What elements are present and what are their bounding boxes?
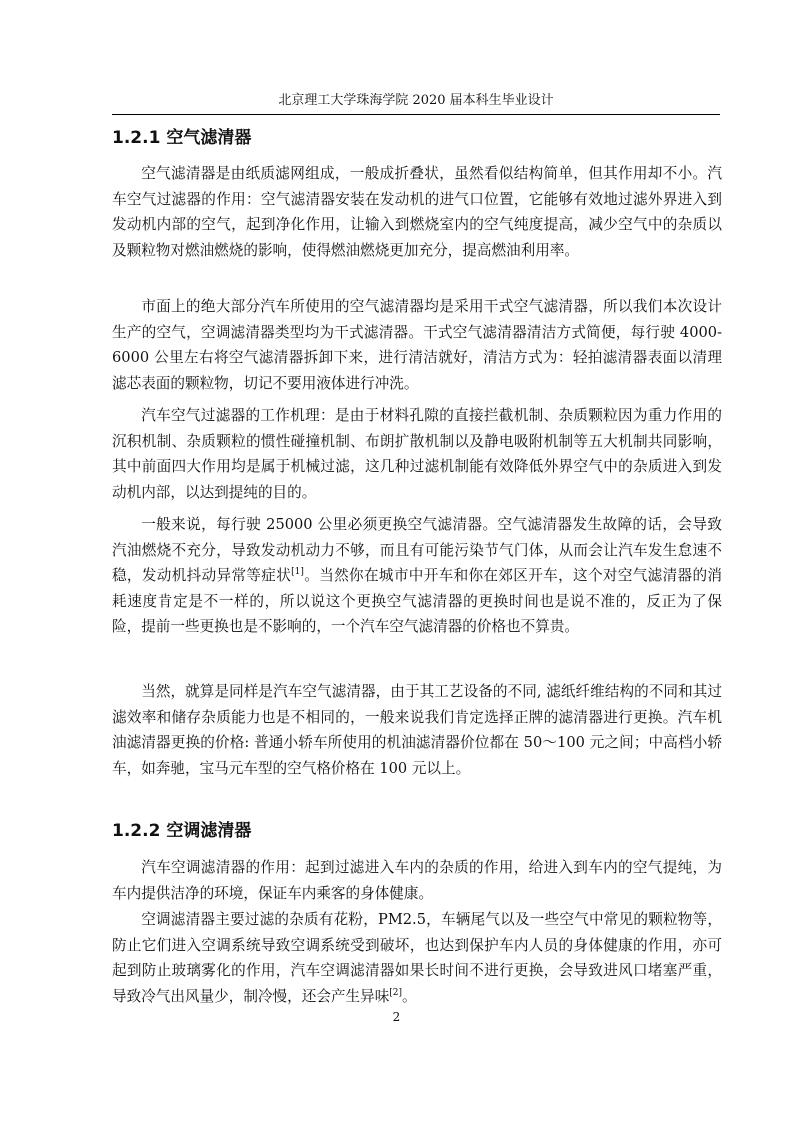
citation-marker: [2] xyxy=(389,987,403,998)
paragraph-text: 。当然你在城市中开车和你在郊区开车，这个对空气滤清器的消耗速度肯定是不一样的，所以说这个更换空气滤清器的更换时间也是说不准的，反正为了保险，提前一些更换也是不影响的，一个汽车空气滤清器的价格也不算贵。 xyxy=(112,567,722,636)
section-heading-1-2-1: 1.2.1 空气滤清器 xyxy=(112,128,252,148)
paragraph xyxy=(112,512,722,640)
paragraph: 汽车空气过滤器的工作机理：是由于材料孔隙的直接拦截机制、杂质颗粒因为重力作用的沉积机制、杂质颗粒的惯性碰撞机制、布朗扩散机制以及静电吸附机制等五大机制共同影响，其中前面四大作用均是属于机械过滤，这几种过滤机制能有效降低外界空气中的杂质进入到发动机内部，以达到提纯的目的。 xyxy=(112,407,722,501)
paragraph: 空气滤清器是由纸质滤网组成，一般成折叠状，虽然看似结构简单，但其作用却不小。汽车空气过滤器的作用：空气滤清器安装在发动机的进气口位置，它能够有效地过滤外界进入到发动机内部的空气，起到净化作用，让输入到燃烧室内的空气纯度提高，减少空气中的杂质以及颗粒物对燃油燃烧的影响，使得燃油燃烧更加充分，提高燃油利用率。 xyxy=(112,165,722,259)
paragraph-text: 。 xyxy=(402,987,417,1005)
running-header: 北京理工大学珠海学院 2020 届本科生毕业设计 xyxy=(278,93,554,108)
section-heading-1-2-2: 1.2.2 空调滤清器 xyxy=(112,821,252,841)
paragraph: 市面上的绝大部分汽车所使用的空气滤清器均是采用干式空气滤清器，所以我们本次设计生产的空气，空调滤清器类型均为干式滤清器。干式空气滤清器清洁方式简便，每行驶 4000-6000 公里左右将空气滤清器拆卸下来，进行清洁就好，清洁方式为：轻拍滤清器表面以清理滤芯表面的颗粒物，切记不要用液体进行冲洗。 xyxy=(112,298,722,392)
paragraph-text: 空调滤清器主要过滤的杂质有花粉，PM2.5，车辆尾气以及一些空气中常见的颗粒物等，防止它们进入空调系统导致空调系统受到破坏，也达到保护车内人员的身体健康的作用，亦可起到防止玻璃雾化的作用，汽车空调滤清器如果长时间不进行更换，会导致进风口堵塞严重，导致冷气出风量少，制冷慢，还会产生异味 xyxy=(112,911,722,1005)
paragraph-text: 一般来说，每行驶 25000 公里必须更换空气滤清器。空气滤清器发生故障的话，会导致汽油燃烧不充分，导致发动机动力不够，而且有可能污染节气门体，从而会让汽车发生怠速不稳，发动机抖动异常等症状 xyxy=(112,516,722,585)
paragraph: 汽车空调滤清器的作用：起到过滤进入车内的杂质的作用，给进入到车内的空气提纯，为车内提供洁净的环境，保证车内乘客的身体健康。 xyxy=(112,859,722,902)
citation-marker: [1] xyxy=(291,567,304,578)
page-number: 2 xyxy=(392,1010,401,1024)
header-rule xyxy=(112,114,720,115)
paragraph: 当然，就算是同样是汽车空气滤清器，由于其工艺设备的不同, 滤纸纤维结构的不同和其过滤效率和储存杂质能力也是不相同的，一般来说我们肯定选择正牌的滤清器进行更换。汽车机油滤清器更换的价格: 普通小轿车所使用的机油滤清器价位都在 50～100 元之间；中高档小轿车，如奔驰，宝马元车型的空气格价格在 100 元以上。 xyxy=(112,683,722,777)
paragraph xyxy=(112,907,722,1009)
